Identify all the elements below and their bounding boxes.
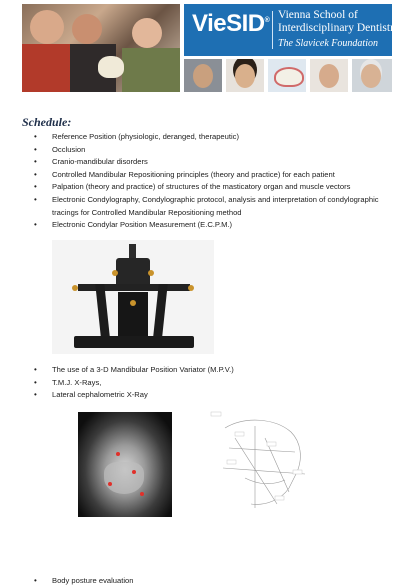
viesid-logo — [184, 4, 400, 56]
list-item: • Cranio-mandibular disorders — [22, 156, 392, 169]
tracing-label-box — [235, 432, 244, 436]
schedule-heading: Schedule: — [22, 115, 72, 129]
list-item: • Occlusion — [22, 144, 392, 157]
tracing-jaw-curve — [245, 478, 285, 484]
header-banner — [22, 4, 400, 92]
list-item: • Lateral cephalometric X-Ray — [22, 389, 392, 402]
xray-marker — [132, 470, 136, 474]
photo-person-face — [72, 14, 102, 44]
device-knob — [148, 270, 154, 276]
thumb-photo-teeth-model — [268, 59, 306, 92]
photo-person-face — [132, 18, 162, 48]
photo-person-shirt — [122, 48, 180, 92]
logo-mark: VieSID® — [192, 10, 270, 37]
device-knob — [130, 300, 136, 306]
thumb-photo-elder-man — [352, 59, 392, 92]
thumb-teeth — [274, 67, 304, 87]
schedule-list-part1 — [22, 131, 392, 232]
school-name-line1: Vienna School of — [278, 9, 358, 21]
thumb-photo-patient — [310, 59, 348, 92]
xray-marker — [140, 492, 144, 496]
xray-jaw — [104, 462, 144, 494]
thumb-face — [193, 64, 213, 88]
header-photo-group — [22, 4, 180, 92]
thumb-face — [235, 64, 255, 88]
xray-marker — [116, 452, 120, 456]
device-base — [74, 336, 194, 348]
tracing-label-box — [275, 496, 284, 500]
device-knob — [112, 270, 118, 276]
skull-model-image — [98, 56, 124, 78]
list-item: • T.M.J. X-Rays, — [22, 377, 392, 390]
logo-divider — [272, 11, 273, 49]
list-item: • Electronic Condylography, Condylographic protocol, analysis and interpretation of condylographic tracings for Controlled Mandibular Repositioning method — [22, 194, 392, 219]
list-item: • The use of a 3-D Mandibular Position Variator (M.P.V.) — [22, 364, 392, 377]
thumb-photo-woman — [226, 59, 264, 92]
tracing-line — [223, 468, 305, 474]
device-arm-right — [153, 284, 167, 336]
list-item: • Palpation (theory and practice) of structures of the masticatory organ and muscle vectors — [22, 181, 392, 194]
thumb-face — [361, 64, 381, 88]
device-knob — [188, 285, 194, 291]
foundation-name: The Slavicek Foundation — [278, 38, 378, 49]
cephalometric-xray-image — [78, 412, 172, 517]
tracing-label-box — [267, 442, 276, 446]
device-body — [118, 292, 148, 336]
cephalometric-tracing-image — [205, 408, 319, 518]
articulator-device-image — [52, 240, 214, 354]
photo-person-shirt — [22, 44, 72, 92]
tracing-label-box — [211, 412, 221, 416]
tracing-label-box — [293, 470, 302, 474]
thumb-photo-dental-work — [184, 59, 222, 92]
list-item: • Electronic Condylar Position Measurement (E.C.P.M.) — [22, 219, 392, 232]
schedule-list-part3 — [22, 575, 392, 588]
device-knob — [72, 285, 78, 291]
list-item: • Body posture evaluation — [22, 575, 392, 588]
tracing-line — [235, 438, 277, 504]
schedule-list-part2 — [22, 364, 392, 402]
thumb-face — [319, 64, 339, 88]
photo-person-face — [30, 10, 64, 44]
list-item: • Controlled Mandibular Repositioning principles (theory and practice) for each patient — [22, 169, 392, 182]
tracing-label-box — [227, 460, 236, 464]
tracing-line — [229, 448, 295, 452]
list-item: • Reference Position (physiologic, deranged, therapeutic) — [22, 131, 392, 144]
device-arm-left — [95, 284, 109, 336]
school-name-line2: Interdisciplinary Dentistry — [278, 22, 400, 34]
xray-marker — [108, 482, 112, 486]
